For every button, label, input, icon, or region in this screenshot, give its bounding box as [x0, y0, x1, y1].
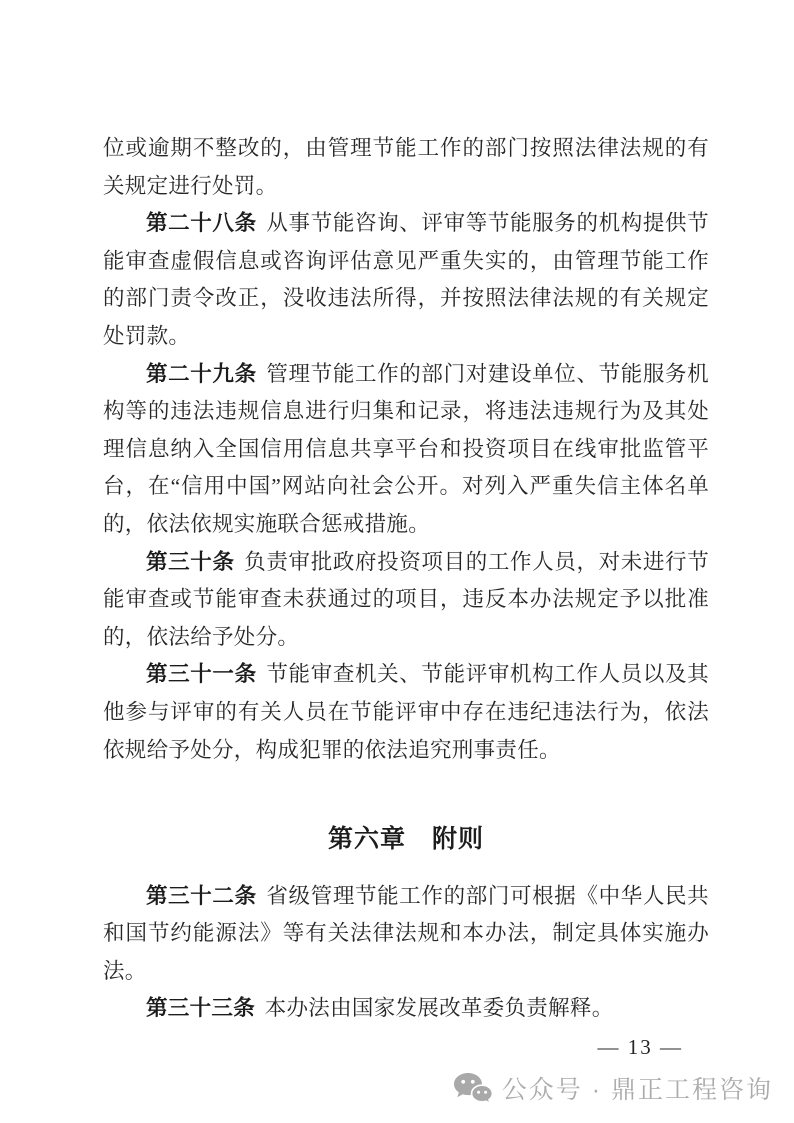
chapter-heading: 第六章 附则: [327, 825, 484, 854]
paragraph-text: 从事节能咨询、评审等节能服务的机构提供节能审查虚假信息或咨询评估意见严重失实的，由管理节能工作的部门责令改正，没收违法所得，并按照法律法规的有关规定处罚款。: [103, 211, 709, 348]
footer-watermark: [453, 1070, 773, 1106]
document-body: [103, 130, 709, 1067]
paragraph-article-33: [103, 990, 709, 1028]
paragraph-text: 本办法由国家发展改革委负责解释。: [264, 996, 614, 1021]
paragraph-text: 管理节能工作的部门对建设单位、节能服务机构等的违法违规信息进行归集和记录，将违法违规行为及其处理信息纳入全国信用信息共享平台和投资项目在线审批监管平台，在“信用中国”网站向社会公开。对列入严重失信主体名单的，依法依规实施联合惩戒措施。: [103, 361, 709, 536]
wechat-icon: [453, 1072, 493, 1105]
article-number: 第三十一条: [146, 662, 257, 687]
article-number: 第二十八条: [146, 211, 257, 236]
paragraph-text: 位或逾期不整改的，由管理节能工作的部门按照法律法规的有关规定进行处罚。: [103, 136, 709, 198]
article-number: 第三十三条: [146, 996, 256, 1021]
paragraph-article-32: [103, 878, 709, 991]
paragraph-text: 节能审查机关、节能评审机构工作人员以及其他参与评审的有关人员在节能评审中存在违纪违法行为，依法依规给予处分，构成犯罪的依法追究刑事责任。: [103, 662, 709, 762]
paragraph-article-28: [103, 205, 709, 355]
footer-brand-label: 公众号 · 鼎正工程咨询: [501, 1076, 773, 1104]
paragraph-article-30: [103, 544, 709, 657]
paragraph-text: 负责审批政府投资项目的工作人员，对未进行节能审查或节能审查未获通过的项目，违反本办法规定予以批准的，依法给予处分。: [103, 549, 709, 649]
article-number: 第三十条: [146, 549, 235, 574]
paragraph-article-29: [103, 356, 709, 544]
article-number: 第二十九条: [146, 361, 257, 386]
paragraph-article-31: [103, 656, 709, 769]
paragraph: [103, 130, 709, 205]
article-number: 第三十二条: [146, 883, 257, 908]
page-number: — 13 —: [597, 1035, 683, 1060]
paragraph-text: 省级管理节能工作的部门可根据《中华人民共和国节约能源法》等有关法律法规和本办法，制定具体实施办法。: [103, 883, 709, 983]
